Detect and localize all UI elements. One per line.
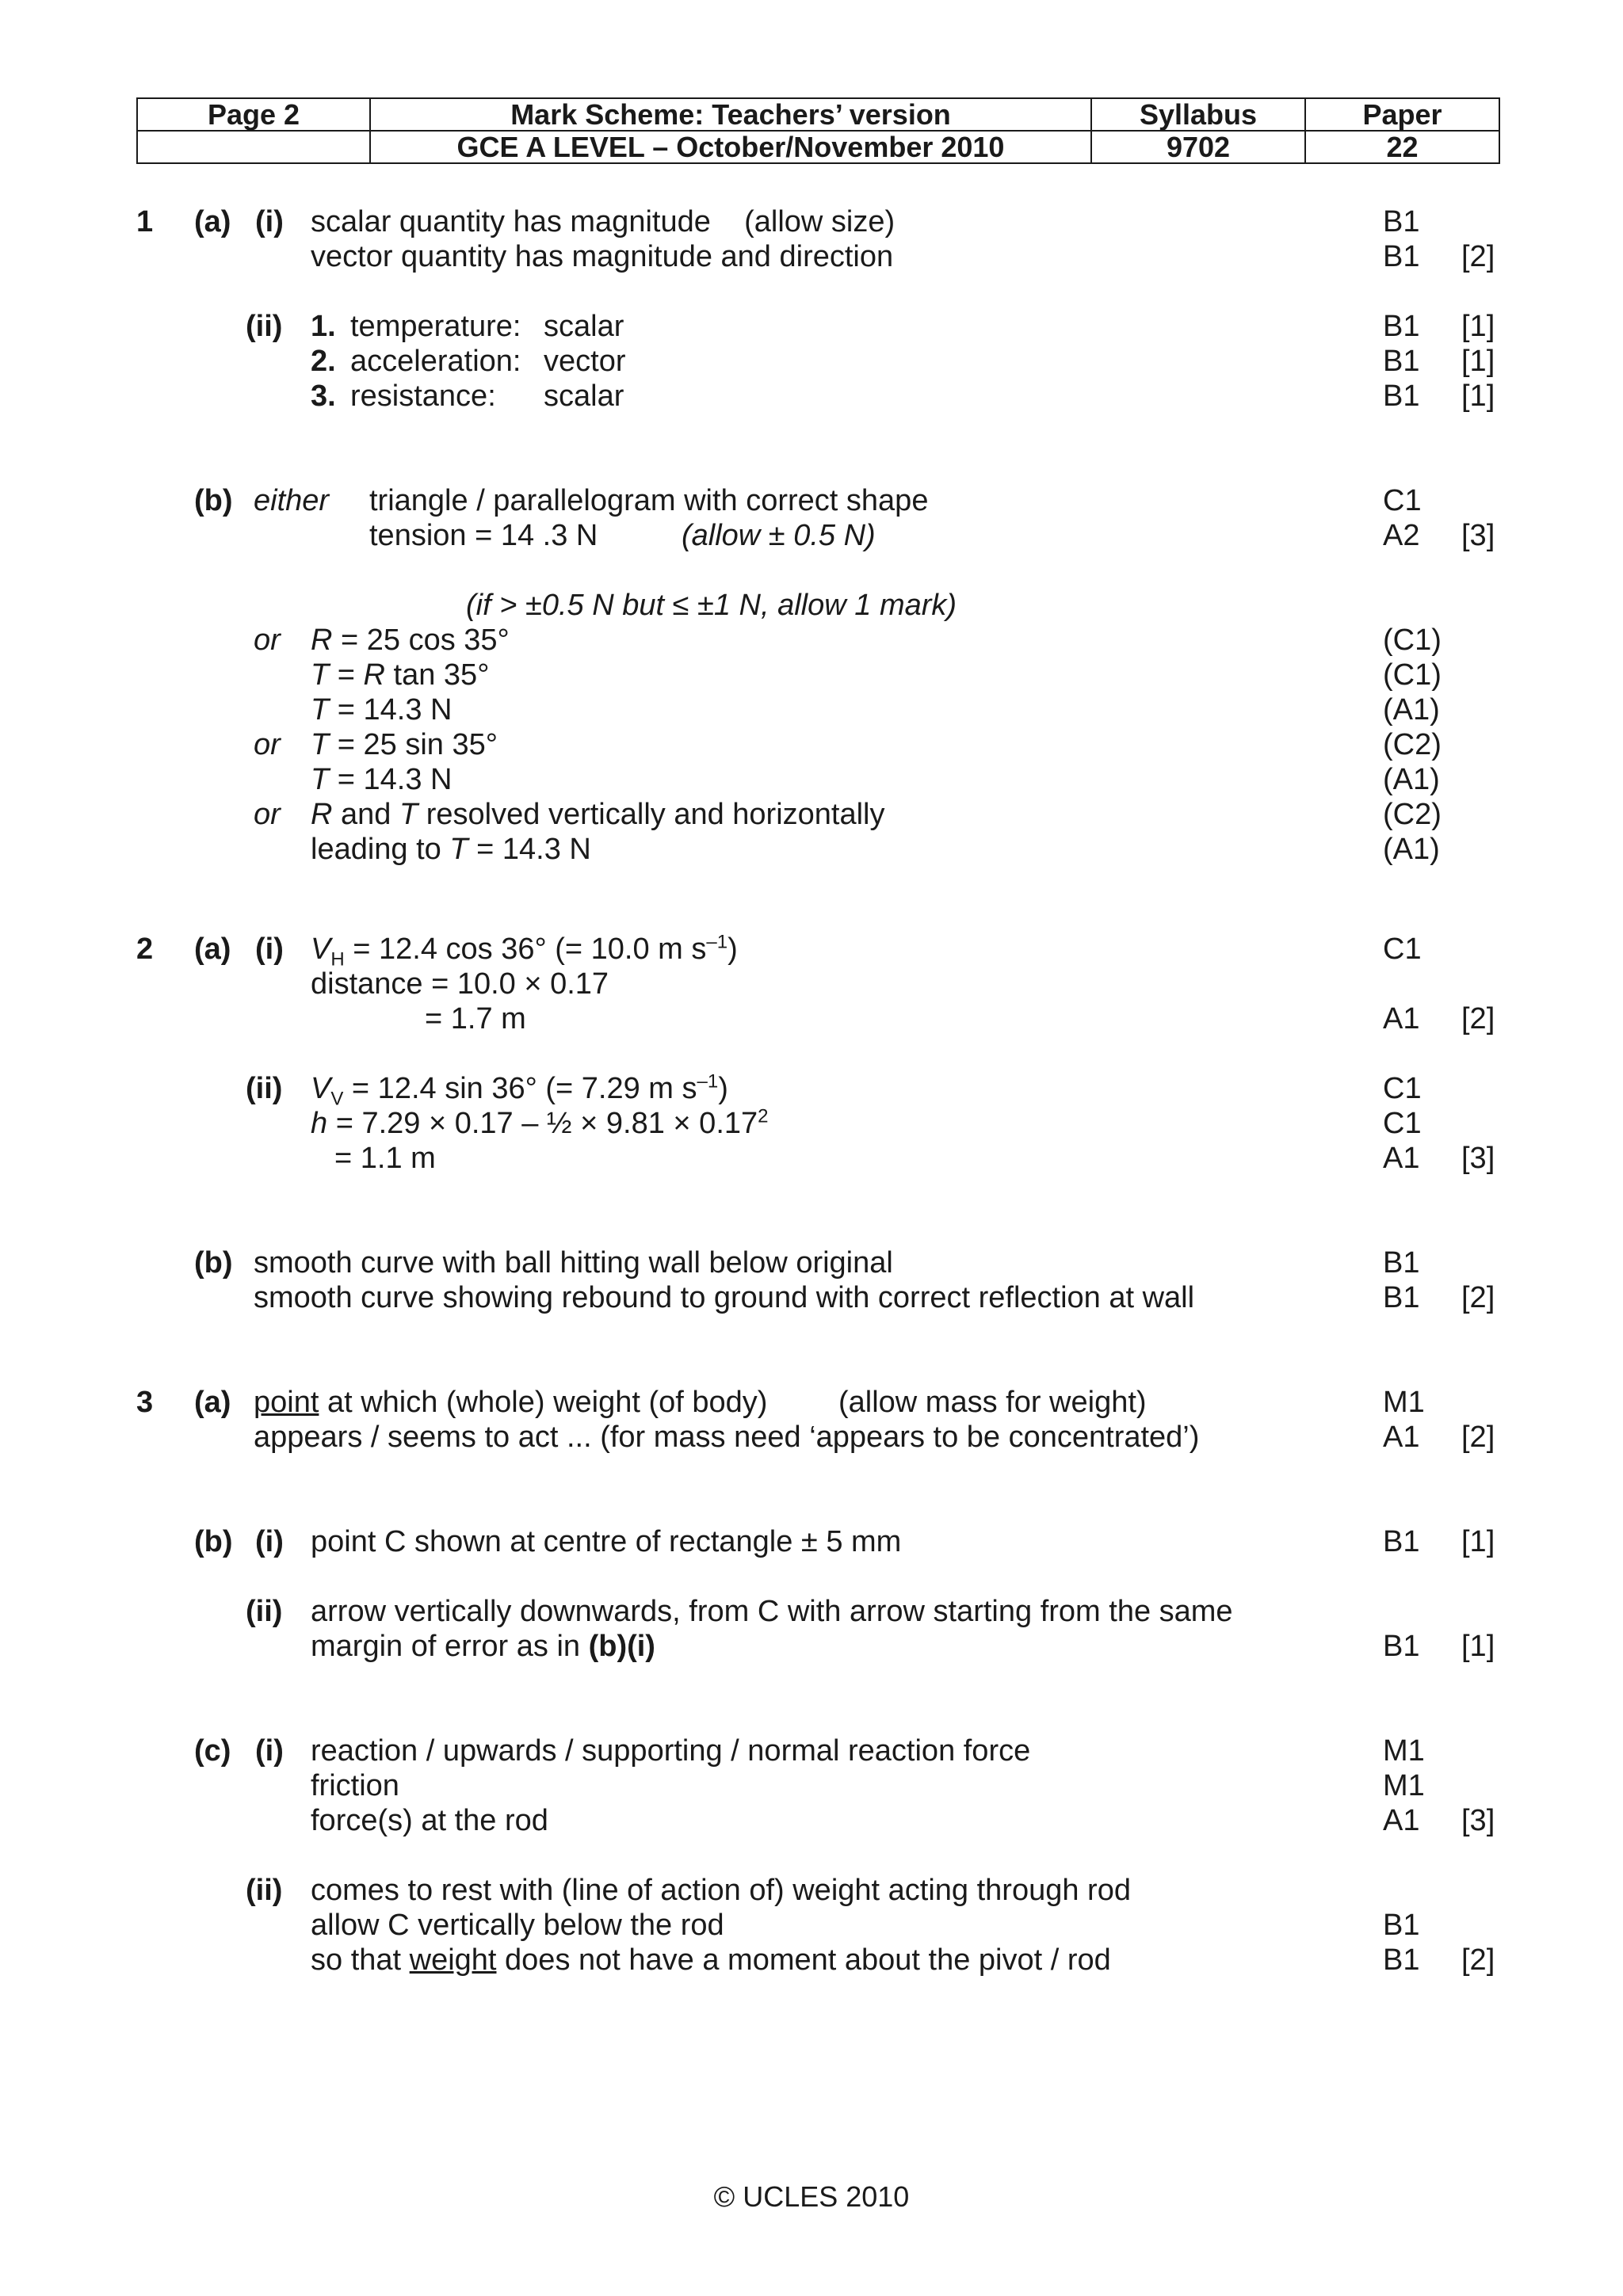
mark-total: [1] bbox=[1461, 345, 1495, 378]
answer-line: triangle / parallelogram with correct shape bbox=[369, 484, 929, 517]
answer-line: force(s) at the rod bbox=[311, 1804, 548, 1837]
answer-line: distance = 10.0 × 0.17 bbox=[311, 967, 609, 1001]
header-row-1 bbox=[137, 98, 1499, 131]
mark-code: C1 bbox=[1383, 484, 1422, 517]
part-label: (b) bbox=[194, 1246, 233, 1280]
mark-total: [2] bbox=[1461, 1281, 1495, 1314]
part-label: (a) bbox=[194, 1386, 231, 1419]
mark-code: A1 bbox=[1383, 1421, 1420, 1454]
mark-code: B1 bbox=[1383, 1909, 1420, 1942]
subpart-label: (i) bbox=[255, 1734, 284, 1768]
mark-code: (C1) bbox=[1383, 624, 1442, 657]
mark-code: B1 bbox=[1383, 1943, 1420, 1977]
answer-line: scalar bbox=[544, 310, 624, 343]
answer-line: R = 25 cos 35° bbox=[311, 624, 510, 657]
answer-note: (allow mass for weight) bbox=[838, 1386, 1147, 1419]
answer-line: smooth curve with ball hitting wall below original bbox=[254, 1246, 893, 1280]
footer-copyright: © UCLES 2010 bbox=[713, 2180, 910, 2213]
mark-code: B1 bbox=[1383, 379, 1420, 413]
answer-line: allow C vertically below the rod bbox=[311, 1909, 724, 1942]
answer-line: R and T resolved vertically and horizontally bbox=[311, 798, 885, 831]
answer-line: resistance: bbox=[350, 379, 496, 413]
mark-code: A1 bbox=[1383, 1142, 1420, 1175]
mark-total: [1] bbox=[1461, 379, 1495, 413]
question-number: 1 bbox=[136, 205, 154, 238]
mark-total: [3] bbox=[1461, 1142, 1495, 1175]
mark-total: [3] bbox=[1461, 1804, 1495, 1837]
answer-line: scalar bbox=[544, 379, 624, 413]
mark-code: M1 bbox=[1383, 1769, 1425, 1802]
mark-code: B1 bbox=[1383, 240, 1420, 273]
mark-code: C1 bbox=[1383, 1107, 1422, 1140]
mark-code: (A1) bbox=[1383, 833, 1440, 866]
answer-line: temperature: bbox=[350, 310, 521, 343]
answer-line: = 1.7 m bbox=[425, 1002, 526, 1035]
alternative-label: either bbox=[254, 484, 330, 517]
alternative-label: or bbox=[254, 624, 281, 657]
question-number: 3 bbox=[136, 1386, 154, 1419]
item-number: 2. bbox=[311, 345, 336, 378]
mark-total: [2] bbox=[1461, 240, 1495, 273]
answer-line: leading to T = 14.3 N bbox=[311, 833, 591, 866]
header-paper-number: 22 bbox=[1305, 131, 1499, 163]
mark-code: A2 bbox=[1383, 519, 1420, 552]
mark-total: [2] bbox=[1461, 1421, 1495, 1454]
answer-line: T = 25 sin 35° bbox=[311, 728, 498, 761]
mark-code: B1 bbox=[1383, 205, 1420, 238]
mark-code: A1 bbox=[1383, 1804, 1420, 1837]
mark-total: [1] bbox=[1461, 1630, 1495, 1663]
mark-code: A1 bbox=[1383, 1002, 1420, 1035]
answer-line: reaction / upwards / supporting / normal reaction force bbox=[311, 1734, 1031, 1768]
answer-line: scalar quantity has magnitude (allow size) bbox=[311, 205, 896, 238]
mark-code: B1 bbox=[1383, 1525, 1420, 1558]
alternative-label: or bbox=[254, 798, 281, 831]
subpart-label: (ii) bbox=[246, 1595, 283, 1628]
subpart-label: (ii) bbox=[246, 310, 283, 343]
header-page: Page 2 bbox=[137, 98, 370, 131]
answer-line: point C shown at centre of rectangle ± 5 mm bbox=[311, 1525, 902, 1558]
answer-line: $V_V = 12.4$ sin 36° (= 7.29 m $s^{-1}$) bbox=[311, 1070, 728, 1110]
subpart-label: (i) bbox=[255, 205, 284, 238]
part-label: (b) bbox=[194, 484, 233, 517]
answer-line: vector bbox=[544, 345, 626, 378]
mark-code: C1 bbox=[1383, 933, 1422, 966]
answer-line: vector quantity has magnitude and direction bbox=[311, 240, 894, 273]
subpart-label: (i) bbox=[255, 1525, 284, 1558]
header-empty-cell bbox=[137, 131, 370, 163]
header-title: Mark Scheme: Teachers’ version bbox=[370, 98, 1091, 131]
header-paper-label: Paper bbox=[1305, 98, 1499, 131]
answer-line: so that weight does not have a moment about the pivot / rod bbox=[311, 1943, 1111, 1977]
mark-code: B1 bbox=[1383, 310, 1420, 343]
mark-code: B1 bbox=[1383, 345, 1420, 378]
answer-line: tension = 14 .3 N bbox=[369, 519, 598, 552]
answer-line: appears / seems to act ... (for mass need ‘appears to be concentrated’) bbox=[254, 1421, 1200, 1454]
mark-code: M1 bbox=[1383, 1386, 1425, 1419]
mark-code: C1 bbox=[1383, 1072, 1422, 1105]
answer-line: T = 14.3 N bbox=[311, 693, 453, 727]
subpart-label: (ii) bbox=[246, 1072, 283, 1105]
mark-total: [2] bbox=[1461, 1943, 1495, 1977]
part-label: (b) bbox=[194, 1525, 233, 1558]
answer-line: margin of error as in (b)(i) bbox=[311, 1630, 655, 1663]
answer-line: acceleration: bbox=[350, 345, 521, 378]
mark-total: [1] bbox=[1461, 1525, 1495, 1558]
mark-code: M1 bbox=[1383, 1734, 1425, 1768]
part-label: (a) bbox=[194, 933, 231, 966]
subpart-label: (i) bbox=[255, 933, 284, 966]
mark-code: B1 bbox=[1383, 1281, 1420, 1314]
item-number: 1. bbox=[311, 310, 336, 343]
part-label: (a) bbox=[194, 205, 231, 238]
question-number: 2 bbox=[136, 933, 154, 966]
mark-code: B1 bbox=[1383, 1246, 1420, 1280]
header-row-2 bbox=[137, 131, 1499, 163]
mark-code: (A1) bbox=[1383, 763, 1440, 796]
answer-line: T = R tan 35° bbox=[311, 658, 490, 692]
subpart-label: (ii) bbox=[246, 1874, 283, 1907]
answer-note: (allow ± 0.5 N) bbox=[682, 519, 876, 552]
mark-total: [1] bbox=[1461, 310, 1495, 343]
item-number: 3. bbox=[311, 379, 336, 413]
answer-line: T = 14.3 N bbox=[311, 763, 453, 796]
mark-total: [2] bbox=[1461, 1002, 1495, 1035]
answer-line: friction bbox=[311, 1769, 399, 1802]
answer-note: (if > ±0.5 N but ≤ ±1 N, allow 1 mark) bbox=[466, 589, 957, 622]
mark-code: B1 bbox=[1383, 1630, 1420, 1663]
mark-code: (C1) bbox=[1383, 658, 1442, 692]
mark-code: (A1) bbox=[1383, 693, 1440, 727]
answer-line: comes to rest with (line of action of) weight acting through rod bbox=[311, 1874, 1131, 1907]
header-table bbox=[136, 97, 1500, 164]
header-syllabus-label: Syllabus bbox=[1091, 98, 1305, 131]
answer-line: smooth curve showing rebound to ground with correct reflection at wall bbox=[254, 1281, 1195, 1314]
mark-code: (C2) bbox=[1383, 798, 1442, 831]
answer-line: = 1.1 m bbox=[334, 1142, 436, 1175]
mark-code: (C2) bbox=[1383, 728, 1442, 761]
answer-line: h = 7.29 × 0.17 – ½ × $9.81 \times 0.17^2$ bbox=[311, 1105, 769, 1140]
header-exam: GCE A LEVEL – October/November 2010 bbox=[370, 131, 1091, 163]
header-syllabus-code: 9702 bbox=[1091, 131, 1305, 163]
mark-total: [3] bbox=[1461, 519, 1495, 552]
answer-line: point at which (whole) weight (of body) bbox=[254, 1386, 768, 1419]
answer-line: arrow vertically downwards, from C with arrow starting from the same bbox=[311, 1595, 1233, 1628]
alternative-label: or bbox=[254, 728, 281, 761]
part-label: (c) bbox=[194, 1734, 231, 1768]
answer-line: $V_H = 12.4$ cos 36° (= 10.0 m $s^{-1}$) bbox=[311, 931, 738, 971]
